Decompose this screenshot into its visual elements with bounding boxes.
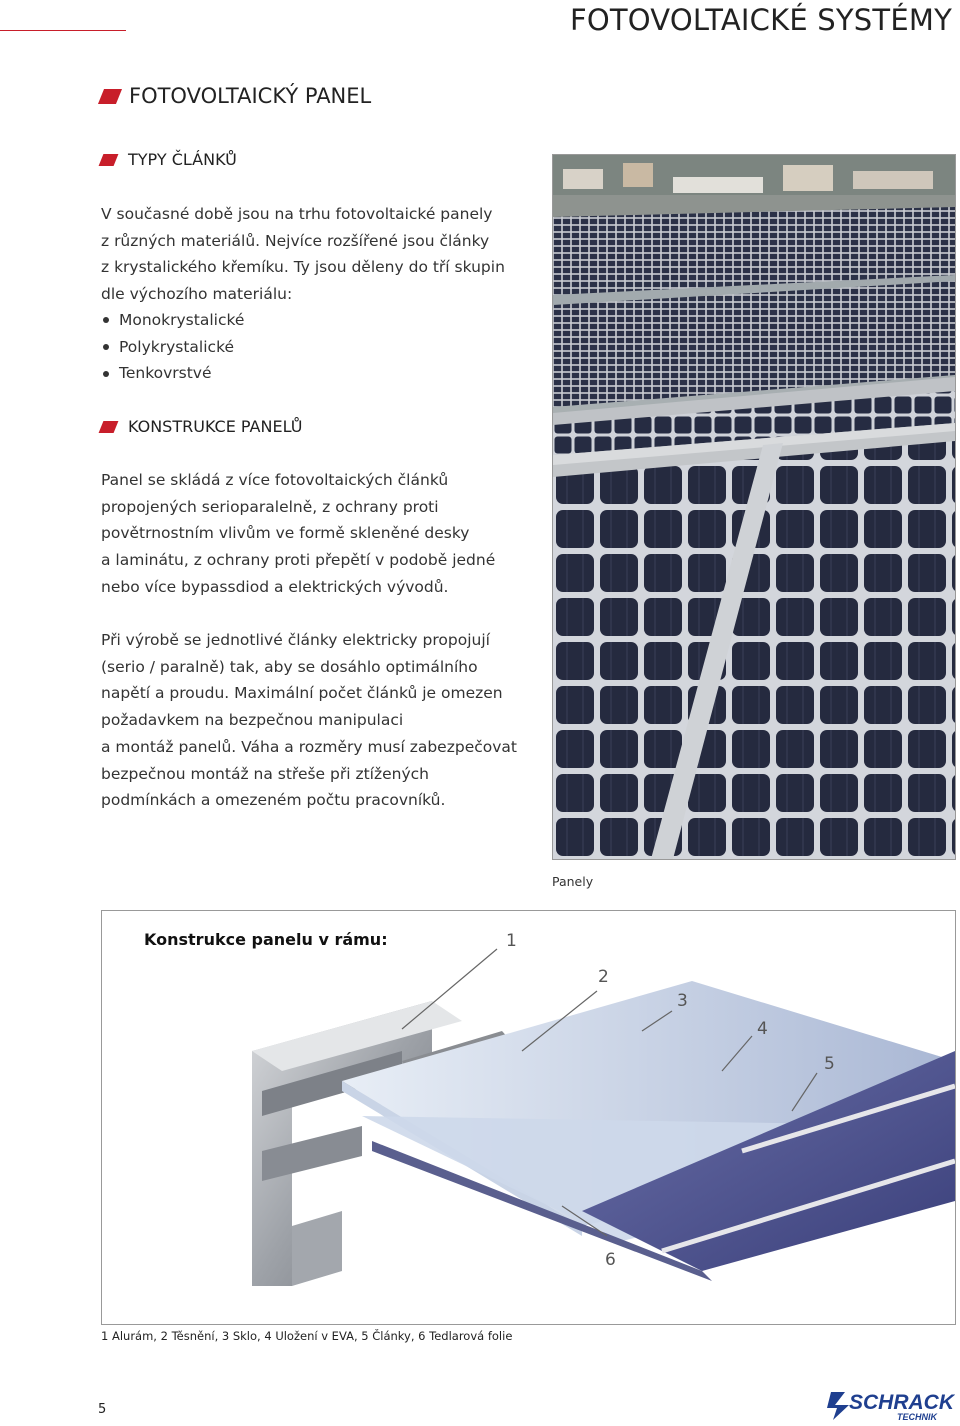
cell-types-paragraph [101, 201, 521, 308]
text-line: bezpečnou montáž na střeše při ztížených [101, 764, 429, 783]
panel-construction-diagram [101, 910, 956, 1325]
heading-cell-types [101, 150, 237, 169]
cell-types-list [101, 307, 244, 387]
diagram-label-3: 3 [677, 991, 688, 1011]
construction-paragraph-2 [101, 627, 521, 814]
text-line: Panel se skládá z více fotovoltaických článků [101, 471, 449, 489]
diagram-legend: 1 Alurám, 2 Těsnění, 3 Sklo, 4 Uložení v EVA, 5 Články, 6 Tedlarová folie [101, 1329, 513, 1343]
section-title [101, 84, 371, 108]
text-line: Při výrobě se jednotlivé články elektricky propojují [101, 631, 490, 649]
diagram-label-5: 5 [824, 1054, 835, 1074]
photo-caption: Panely [552, 874, 594, 889]
diagram-title: Konstrukce panelu v rámu: [144, 930, 388, 949]
panel-layers-illustration [102, 911, 955, 1324]
text-line: napětí a proudu. Maximální počet článků je omezen [101, 684, 503, 703]
schrack-logo [825, 1388, 955, 1422]
diagram-label-1: 1 [506, 931, 517, 951]
text-line: propojených serioparalelně, z ochrany proti [101, 497, 439, 516]
logo-text: SCHRACK [849, 1391, 954, 1414]
text-line: a montáž panelů. Váha a rozměry musí zabezpečovat [101, 737, 517, 756]
page-title: FOTOVOLTAICKÉ SYSTÉMY [569, 3, 952, 37]
schrack-logo-icon [825, 1388, 955, 1422]
text-line: z krystalického křemíku. Ty jsou děleny do tří skupin [101, 258, 505, 277]
section-title-text: FOTOVOLTAICKÝ PANEL [129, 84, 372, 108]
heading-cell-types-text: TYPY ČLÁNKŮ [128, 150, 237, 169]
text-line: požadavkem na bezpečnou manipulaci [101, 711, 404, 730]
diagram-label-6: 6 [605, 1250, 616, 1270]
text-line: nebo více bypassdiod a elektrických vývodů. [101, 577, 449, 596]
logo-subtext: TECHNIK [897, 1412, 937, 1422]
text-line: (serio / paralně) tak, aby se dosáhlo optimálního [101, 657, 478, 676]
red-marker-icon [98, 89, 122, 104]
red-marker-icon [99, 154, 119, 166]
text-line: dle výchozího materiálu: [101, 285, 293, 304]
diagram-label-4: 4 [757, 1019, 768, 1039]
text-line: a laminátu, z ochrany proti přepětí v podobě jedné [101, 551, 496, 570]
solar-panels-photo [552, 154, 956, 860]
text-line: z různých materiálů. Nejvíce rozšířené jsou články [101, 231, 490, 250]
header-rule [0, 30, 126, 31]
construction-paragraph-1 [101, 467, 521, 601]
text-line: podmínkách a omezeném počtu pracovníků. [101, 791, 446, 810]
list-item: Monokrystalické [101, 307, 244, 334]
list-item: Polykrystalické [101, 334, 244, 361]
red-marker-icon [99, 421, 119, 433]
text-line: povětrnostním vlivům ve formě skleněné desky [101, 524, 470, 543]
solar-panels-illustration [553, 155, 955, 859]
page-number: 5 [98, 1402, 107, 1417]
heading-construction [101, 417, 302, 436]
text-line: V současné době jsou na trhu fotovoltaické panely [101, 205, 493, 223]
list-item: Tenkovrstvé [101, 360, 244, 387]
heading-construction-text: KONSTRUKCE PANELŮ [128, 417, 303, 436]
diagram-label-2: 2 [598, 967, 609, 987]
